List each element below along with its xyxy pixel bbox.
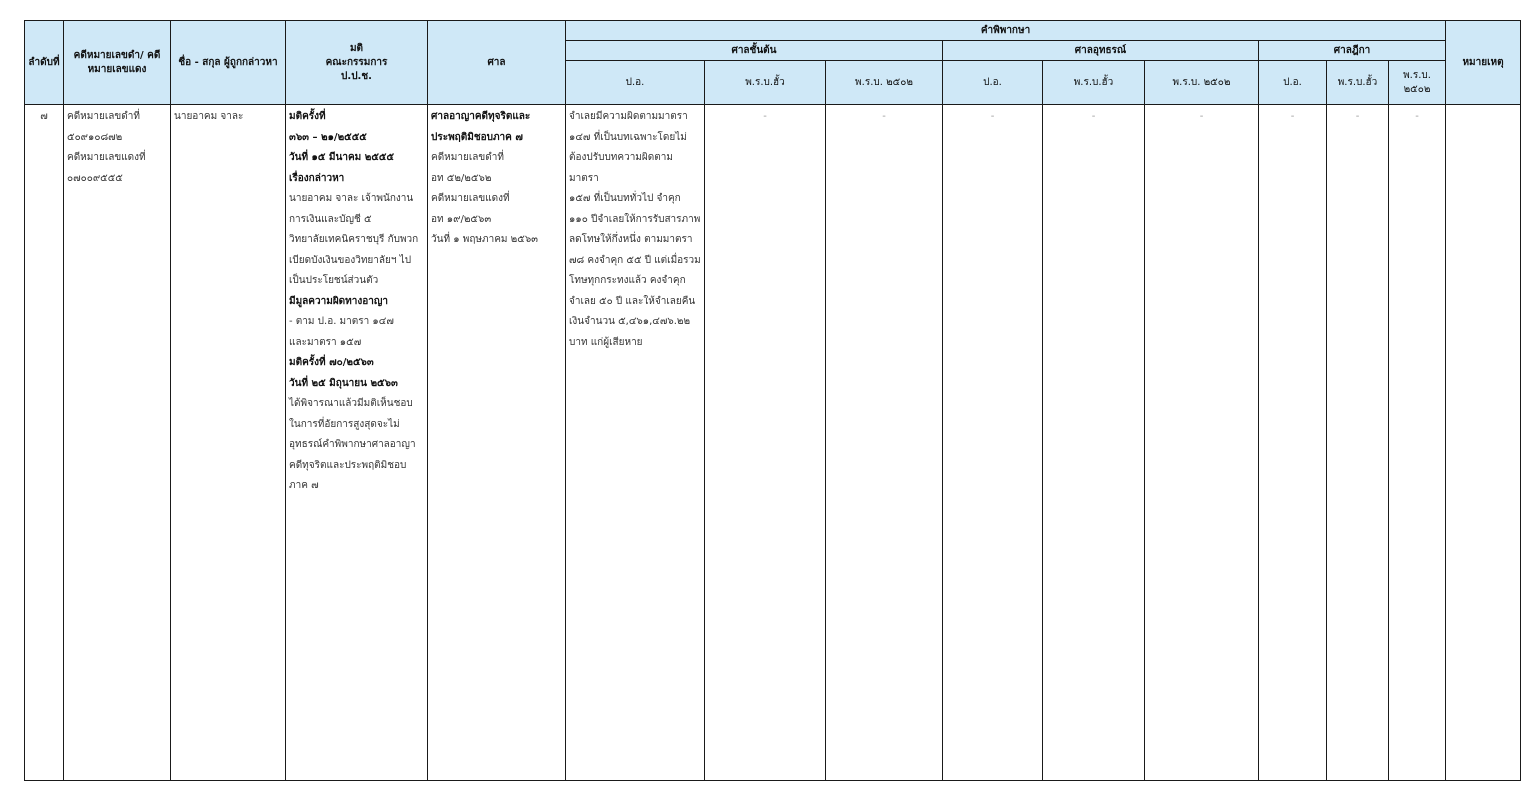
- resolution-line: ในการที่อัยการสูงสุดจะไม่: [289, 418, 400, 430]
- table-row: [25, 105, 1521, 781]
- resolution-line: มติครั้งที่ ๗๐/๒๕๖๓: [289, 357, 374, 368]
- header-resolution-title: มติ: [349, 42, 364, 54]
- cell-first-instance-act-2502: -: [826, 105, 943, 781]
- header-supreme-act-2502: [1389, 61, 1446, 105]
- cell-appeal-act-hua: -: [1043, 105, 1145, 781]
- resolution-line: เบียดบังเงินของวิทยาลัยฯ ไป: [289, 254, 412, 266]
- header-supreme-act-2502-line2: ๒๕๐๒: [1403, 83, 1431, 95]
- header-resolution: [286, 21, 428, 105]
- cell-supreme-act-2502: -: [1389, 105, 1446, 781]
- header-first-instance: ศาลชั้นต้น: [566, 41, 943, 61]
- court-line: คดีหมายเลขดำที่: [431, 152, 504, 163]
- header-order: ลำดับที่: [25, 21, 64, 105]
- case-table: [24, 20, 1521, 781]
- header-resolution-sub: คณะกรรมการ: [325, 56, 388, 68]
- cell-appeal-act-2502: -: [1145, 105, 1259, 781]
- resolution-line: วิทยาลัยเทคนิคราชบุรี กับพวก: [289, 234, 419, 245]
- cell-first-instance-act-hua: -: [705, 105, 826, 781]
- cell-first-instance-criminal: [566, 105, 705, 781]
- cell-remark: [1446, 105, 1521, 781]
- judgment-line: โทษทุกกระทงแล้ว คงจำคุก: [569, 275, 686, 286]
- header-court: ศาล: [428, 21, 566, 105]
- case-red-number: ๐๗๐๐๙๕๕๕: [67, 172, 123, 184]
- resolution-line: อุทธรณ์คำพิพากษาศาลอาญา: [289, 439, 416, 450]
- court-line: ประพฤติมิชอบภาค ๗: [431, 131, 523, 143]
- page-top-edge: [0, 0, 1540, 18]
- resolution-line: ๓๖๓ – ๒๑/๒๕๕๕: [289, 131, 367, 143]
- cell-order: ๗: [25, 105, 64, 781]
- judgment-line: เงินจำนวน ๕,๔๖๑,๔๗๖.๒๒: [569, 316, 691, 327]
- judgment-line: ต้องปรับบทความผิดตามมาตรา: [569, 152, 673, 184]
- header-resolution-org: ป.ป.ช.: [341, 70, 372, 82]
- judgment-line: ๑๔๗ ที่เป็นบทเฉพาะโดยไม่: [569, 131, 687, 143]
- resolution-line: ได้พิจารณาแล้วมีมติเห็นชอบ: [289, 398, 413, 409]
- resolution-line: การเงินและบัญชี ๕: [289, 213, 372, 225]
- court-line: อท ๕๒/๒๕๖๒: [431, 172, 492, 184]
- resolution-line: วันที่ ๑๕ มีนาคม ๒๕๕๕: [289, 152, 395, 163]
- court-line: ศาลอาญาคดีทุจริตและ: [431, 111, 531, 122]
- header-accused: ชื่อ - สกุล ผู้ถูกกล่าวหา: [171, 21, 286, 105]
- cell-supreme-act-hua: -: [1327, 105, 1389, 781]
- header-remark: หมายเหตุ: [1446, 21, 1521, 105]
- judgment-line: จำเลยมีความผิดตามมาตรา: [569, 111, 688, 122]
- judgment-line: ๑๑๐ ปีจำเลยให้การรับสารภาพ: [569, 213, 701, 225]
- case-red-label: คดีหมายเลขแดงที่: [67, 152, 146, 163]
- resolution-line: มีมูลความผิดทางอาญา: [289, 295, 389, 307]
- header-supreme-act-hua: พ.ร.บ.ฮั้ว: [1327, 61, 1389, 105]
- header-appeal-criminal: ป.อ.: [943, 61, 1043, 105]
- judgment-line: ๑๕๗ ที่เป็นบททั่วไป จำคุก: [569, 193, 681, 204]
- resolution-line: วันที่ ๒๕ มิถุนายน ๒๕๖๓: [289, 377, 398, 389]
- header-first-criminal: ป.อ.: [566, 61, 705, 105]
- header-appeal: ศาลอุทธรณ์: [943, 41, 1259, 61]
- cell-supreme-criminal: -: [1259, 105, 1327, 781]
- header-first-act-2502: พ.ร.บ. ๒๕๐๒: [826, 61, 943, 105]
- cell-appeal-criminal: -: [943, 105, 1043, 781]
- court-line: คดีหมายเลขแดงที่: [431, 193, 510, 204]
- resolution-line: ภาค ๗: [289, 480, 319, 491]
- header-first-act-hua: พ.ร.บ.ฮั้ว: [705, 61, 826, 105]
- judgment-line: ๗๘ คงจำคุก ๕๕ ปี แต่เมื่อรวม: [569, 254, 701, 266]
- cell-accused: นายอาคม จาละ: [171, 105, 286, 781]
- resolution-line: คดีทุจริตและประพฤติมิชอบ: [289, 459, 407, 471]
- header-supreme-criminal: ป.อ.: [1259, 61, 1327, 105]
- cell-case-number: [64, 105, 171, 781]
- court-line: วันที่ ๑ พฤษภาคม ๒๕๖๓: [431, 234, 538, 245]
- header-supreme: ศาลฎีกา: [1259, 41, 1446, 61]
- cell-court: [428, 105, 566, 781]
- judgment-line: ลดโทษให้กึ่งหนึ่ง ตามมาตรา: [569, 234, 693, 245]
- resolution-line: นายอาคม จาละ เจ้าพนักงาน: [289, 193, 414, 204]
- header-case-number: คดีหมายเลขดำ/ คดีหมายเลขแดง: [64, 21, 171, 105]
- case-black-label: คดีหมายเลขดำที่: [67, 111, 140, 122]
- resolution-line: และมาตรา ๑๕๗: [289, 336, 362, 348]
- header-judgment: คำพิพากษา: [566, 21, 1446, 41]
- resolution-line: - ตาม ป.อ. มาตรา ๑๔๗: [289, 316, 394, 327]
- header-appeal-act-hua: พ.ร.บ.ฮั้ว: [1043, 61, 1145, 105]
- header-supreme-act-2502-line1: พ.ร.บ.: [1403, 69, 1431, 81]
- resolution-line: เป็นประโยชน์ส่วนตัว: [289, 275, 379, 286]
- header-appeal-act-2502: พ.ร.บ. ๒๕๐๒: [1145, 61, 1259, 105]
- resolution-line: มติครั้งที่: [289, 111, 326, 122]
- case-black-number: ๕๐๙๑๐๘๗๒: [67, 131, 123, 143]
- court-line: อท ๑๙/๒๕๖๓: [431, 213, 492, 225]
- judgment-line: บาท แก่ผู้เสียหาย: [569, 336, 643, 348]
- cell-resolution: [286, 105, 428, 781]
- resolution-line: เรื่องกล่าวหา: [289, 172, 345, 184]
- judgment-line: จำเลย ๕๐ ปี และให้จำเลยคืน: [569, 295, 696, 307]
